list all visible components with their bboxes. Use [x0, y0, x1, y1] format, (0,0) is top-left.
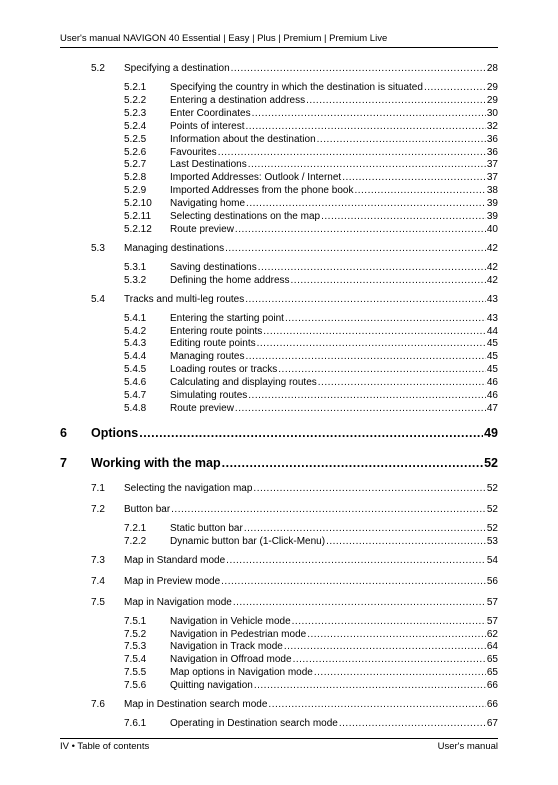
toc-section[interactable] [91, 699, 498, 710]
toc-number: 5.3 [91, 242, 105, 254]
toc-subsection[interactable] [124, 313, 498, 324]
toc-number: 7.6 [91, 699, 105, 710]
toc-number: 7.5.1 [124, 615, 147, 627]
toc-number: 5.2.6 [124, 146, 147, 158]
toc-leader-dots [339, 718, 486, 729]
toc-subsection[interactable] [124, 338, 498, 349]
toc-page-number: 30 [486, 107, 498, 119]
toc-number: 5.2.10 [124, 198, 152, 210]
toc-section[interactable] [91, 555, 498, 566]
toc-title: Managing routes [170, 351, 245, 363]
toc-page-number: 62 [486, 628, 498, 640]
toc-number: 7.5.3 [124, 641, 147, 653]
toc-page-number: 52 [486, 522, 498, 534]
toc-chapter[interactable] [60, 426, 498, 440]
toc-title: Map in Navigation mode [124, 596, 232, 608]
toc-number: 5.4.4 [124, 351, 147, 363]
toc-number: 5.4.5 [124, 364, 147, 376]
toc-page-number: 46 [486, 377, 498, 389]
toc-title: Last Destinations [170, 159, 247, 171]
toc-title: Navigating home [170, 198, 246, 210]
toc-page-number: 66 [486, 699, 498, 710]
toc-number: 5.4.7 [124, 390, 147, 401]
toc-subsection[interactable] [124, 262, 498, 273]
toc-number: 7.4 [91, 575, 105, 587]
toc-leader-dots [253, 483, 485, 494]
toc-title: Imported Addresses from the phone book [170, 185, 354, 197]
toc-title: Quitting navigation [170, 680, 253, 692]
toc-leader-dots [317, 134, 486, 145]
toc-number: 7.3 [91, 554, 105, 566]
toc-subsection[interactable] [124, 147, 498, 158]
toc-number: 6 [60, 425, 67, 440]
toc-leader-dots [245, 294, 486, 305]
toc-title: Options [91, 425, 139, 440]
toc-number: 5.2.7 [124, 159, 147, 171]
toc-subsection[interactable] [124, 121, 498, 132]
toc-leader-dots [268, 699, 485, 710]
footer-section-label: IV • Table of contents [60, 741, 150, 752]
toc-subsection[interactable] [124, 326, 498, 337]
toc-page-number: 39 [486, 198, 498, 210]
footer-manual-label: User's manual [437, 741, 498, 752]
toc-number: 5.2.5 [124, 133, 147, 145]
toc-leader-dots [254, 680, 486, 691]
toc-title: Saving destinations [170, 261, 257, 273]
toc-leader-dots [284, 641, 486, 652]
toc-page-number: 36 [486, 146, 498, 158]
toc-number: 7.1 [91, 482, 105, 494]
toc-leader-dots [318, 377, 486, 388]
toc-leader-dots [285, 313, 486, 324]
toc-page-number: 66 [486, 680, 498, 692]
toc-leader-dots [263, 326, 486, 337]
toc-page-number: 57 [486, 615, 498, 627]
toc-subsection[interactable] [124, 390, 498, 401]
toc-page-number: 32 [486, 120, 498, 132]
toc-page-number: 39 [486, 211, 498, 222]
toc-subsection[interactable] [124, 377, 498, 388]
toc-leader-dots [252, 108, 486, 119]
toc-number: 7.6.1 [124, 718, 147, 729]
toc-title: Tracks and multi-leg routes [124, 293, 245, 305]
toc-title: Specifying a destination [124, 63, 230, 74]
toc-leader-dots [235, 224, 486, 235]
toc-number: 5.4.8 [124, 402, 147, 414]
toc-subsection[interactable] [124, 185, 498, 196]
toc-page-number: 64 [486, 641, 498, 653]
toc-title: Dynamic button bar (1-Click-Menu) [170, 535, 326, 547]
toc-subsection[interactable] [124, 718, 498, 729]
toc-title: Specifying the country in which the destination is situated [170, 82, 423, 93]
toc-title: Operating in Destination search mode [170, 718, 338, 729]
toc-page-number: 43 [486, 312, 498, 324]
toc-subsection[interactable] [124, 523, 498, 534]
toc-leader-dots [246, 351, 486, 362]
toc-leader-dots [354, 185, 485, 196]
toc-number: 5.2.4 [124, 120, 147, 132]
toc-leader-dots [221, 576, 486, 587]
toc-subsection[interactable] [124, 616, 498, 627]
toc-leader-dots [342, 172, 486, 183]
toc-number: 5.3.1 [124, 261, 147, 273]
toc-number: 5.3.2 [124, 274, 147, 286]
toc-page-number: 54 [486, 554, 498, 566]
toc-subsection[interactable] [124, 364, 498, 375]
running-header: User's manual NAVIGON 40 Essential | Easy | Plus | Premium | Premium Live [60, 33, 388, 44]
toc-number: 5.2.3 [124, 107, 147, 119]
toc-leader-dots [235, 403, 486, 414]
toc-title: Enter Coordinates [170, 107, 251, 119]
toc-page-number: 28 [486, 63, 498, 74]
toc-page-number: 52 [486, 503, 498, 515]
toc-subsection[interactable] [124, 680, 498, 691]
toc-title: Entering the starting point [170, 312, 284, 324]
toc-subsection[interactable] [124, 629, 498, 640]
toc-page-number: 57 [486, 596, 498, 608]
toc-leader-dots [306, 95, 486, 106]
toc-leader-dots [245, 121, 485, 132]
toc-leader-dots [258, 262, 486, 273]
toc-leader-dots [293, 654, 486, 665]
toc-title: Entering route points [170, 325, 263, 337]
toc-title: Simulating routes [170, 390, 248, 401]
toc-page-number: 67 [486, 718, 498, 729]
toc-number: 7 [60, 455, 67, 470]
toc-title: Working with the map [91, 455, 221, 470]
toc-page-number: 42 [486, 242, 498, 254]
toc-number: 5.2 [91, 63, 105, 74]
toc-section[interactable] [91, 294, 498, 305]
toc-title: Points of interest [170, 120, 245, 132]
toc-number: 5.2.11 [124, 211, 152, 222]
toc-subsection[interactable] [124, 95, 498, 106]
toc-page-number: 42 [486, 274, 498, 286]
toc-subsection[interactable] [124, 275, 498, 286]
toc-page-number: 53 [486, 535, 498, 547]
toc-leader-dots [246, 198, 486, 209]
toc-title: Route preview [170, 223, 234, 235]
toc-subsection[interactable] [124, 654, 498, 665]
toc-number: 5.4.2 [124, 325, 147, 337]
toc-subsection[interactable] [124, 351, 498, 362]
toc-title: Navigation in Pedestrian mode [170, 628, 307, 640]
toc-title: Imported Addresses: Outlook / Internet [170, 172, 342, 184]
toc-page-number: 52 [486, 482, 498, 494]
toc-title: Map in Preview mode [124, 575, 221, 587]
toc-number: 5.2.8 [124, 172, 147, 184]
toc-title: Static button bar [170, 522, 243, 534]
toc-page-number: 45 [486, 364, 498, 376]
toc-number: 5.2.2 [124, 94, 147, 106]
toc-subsection[interactable] [124, 403, 498, 414]
toc-leader-dots [248, 390, 486, 401]
toc-section[interactable] [91, 63, 498, 74]
toc-leader-dots [225, 243, 486, 254]
toc-subsection[interactable] [124, 667, 498, 678]
toc-leader-dots [314, 667, 486, 678]
toc-leader-dots [292, 616, 486, 627]
toc-page-number: 45 [486, 338, 498, 350]
toc-page-number: 29 [486, 94, 498, 106]
toc-title: Managing destinations [124, 242, 225, 254]
toc-page-number: 52 [484, 455, 498, 470]
toc-leader-dots [231, 63, 486, 74]
toc-title: Defining the home address [170, 274, 290, 286]
footer-rule [60, 738, 498, 739]
toc-title: Route preview [170, 402, 234, 414]
toc-leader-dots [218, 147, 486, 158]
toc-page-number: 38 [486, 185, 498, 197]
toc-page-number: 45 [486, 351, 498, 363]
toc-title: Editing route points [170, 338, 256, 350]
toc-title: Information about the destination [170, 133, 316, 145]
toc-section[interactable] [91, 243, 498, 254]
toc-section[interactable] [91, 597, 498, 608]
toc-number: 5.2.12 [124, 223, 152, 235]
toc-section[interactable] [91, 483, 498, 494]
toc-subsection[interactable] [124, 198, 498, 209]
toc-leader-dots [307, 629, 486, 640]
toc-leader-dots [226, 555, 486, 566]
toc-page-number: 44 [486, 325, 498, 337]
toc-number: 5.2.1 [124, 82, 147, 93]
toc-subsection[interactable] [124, 108, 498, 119]
toc-title: Selecting the navigation map [124, 482, 253, 494]
toc-page-number: 46 [486, 390, 498, 401]
toc-title: Favourites [170, 146, 217, 158]
toc-number: 5.2.9 [124, 185, 147, 197]
toc-leader-dots [244, 523, 486, 534]
toc-page-number: 40 [486, 223, 498, 235]
toc-title: Map in Standard mode [124, 554, 226, 566]
toc-subsection[interactable] [124, 641, 498, 652]
toc-number: 7.2 [91, 503, 105, 515]
toc-leader-dots [291, 275, 486, 286]
toc-leader-dots [321, 211, 486, 222]
toc-chapter[interactable] [60, 456, 498, 470]
header-rule [60, 47, 498, 48]
toc-leader-dots [139, 426, 483, 440]
toc-title: Navigation in Offroad mode [170, 654, 292, 666]
toc-leader-dots [171, 504, 486, 515]
toc-title: Map in Destination search mode [124, 699, 268, 710]
toc-title: Navigation in Track mode [170, 641, 283, 653]
toc-leader-dots [233, 597, 486, 608]
toc-subsection[interactable] [124, 82, 498, 93]
toc-page-number: 56 [486, 575, 498, 587]
toc-page-number: 43 [486, 293, 498, 305]
toc-section[interactable] [91, 504, 498, 515]
toc-leader-dots [222, 456, 483, 470]
toc-page-number: 49 [484, 425, 498, 440]
toc-subsection[interactable] [124, 159, 498, 170]
toc-number: 7.5.5 [124, 667, 147, 679]
toc-page-number: 47 [486, 402, 498, 414]
toc-number: 7.5.2 [124, 628, 147, 640]
toc-leader-dots [278, 364, 486, 375]
toc-number: 5.4.3 [124, 338, 147, 350]
toc-leader-dots [424, 82, 486, 93]
toc-title: Loading routes or tracks [170, 364, 278, 376]
toc-number: 7.2.2 [124, 535, 147, 547]
toc-page-number: 65 [486, 667, 498, 679]
toc-number: 7.5.6 [124, 680, 147, 692]
toc-leader-dots [326, 536, 486, 547]
toc-number: 5.4.6 [124, 377, 147, 389]
toc-page-number: 29 [486, 82, 498, 93]
toc-number: 7.5 [91, 596, 105, 608]
toc-subsection[interactable] [124, 172, 498, 183]
toc-subsection[interactable] [124, 224, 498, 235]
toc-subsection[interactable] [124, 134, 498, 145]
toc-title: Calculating and displaying routes [170, 377, 317, 389]
toc-leader-dots [257, 338, 486, 349]
toc-page-number: 65 [486, 654, 498, 666]
toc-page-number: 42 [486, 261, 498, 273]
toc-title: Map options in Navigation mode [170, 667, 313, 679]
toc-title: Selecting destinations on the map [170, 211, 321, 222]
toc-number: 5.4 [91, 293, 105, 305]
toc-number: 7.5.4 [124, 654, 147, 666]
toc-number: 5.4.1 [124, 312, 147, 324]
toc-title: Button bar [124, 503, 171, 515]
toc-page-number: 37 [486, 159, 498, 171]
toc-title: Entering a destination address [170, 94, 306, 106]
toc-page-number: 37 [486, 172, 498, 184]
toc-subsection[interactable] [124, 211, 498, 222]
toc-leader-dots [248, 159, 486, 170]
toc-title: Navigation in Vehicle mode [170, 615, 291, 627]
toc-number: 7.2.1 [124, 522, 147, 534]
toc-subsection[interactable] [124, 536, 498, 547]
toc-section[interactable] [91, 576, 498, 587]
toc-page-number: 36 [486, 133, 498, 145]
